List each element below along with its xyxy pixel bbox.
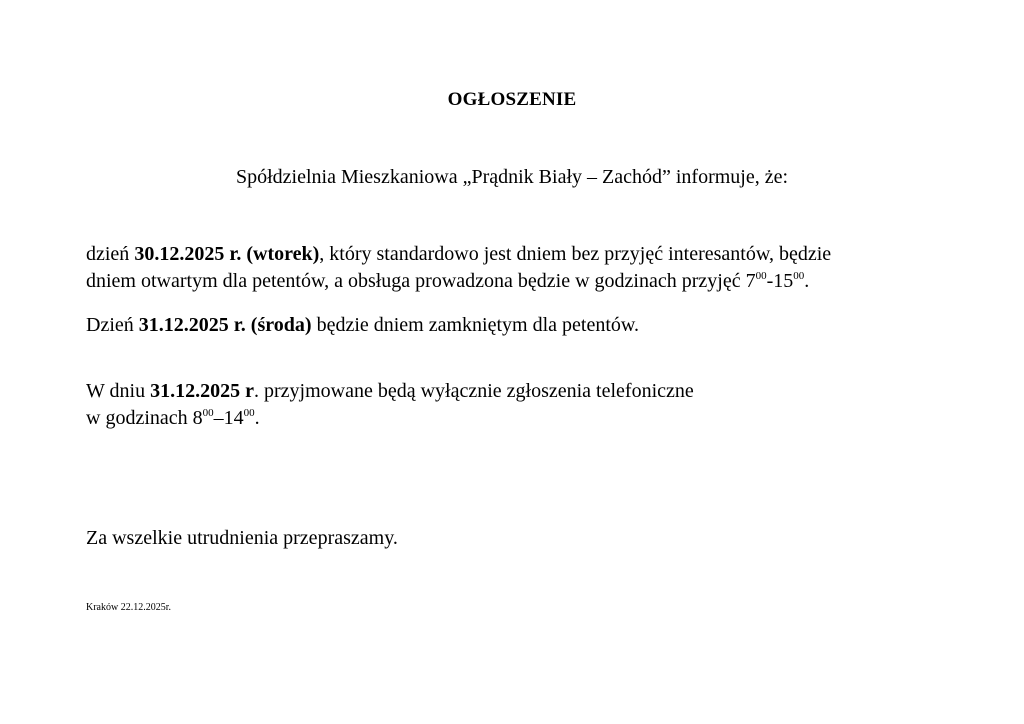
- p3-text-1: W dniu: [86, 380, 151, 402]
- p2-text-1: Dzień: [86, 314, 139, 336]
- announcement-title: OGŁOSZENIE: [447, 89, 577, 110]
- intro-line: Spółdzielnia Mieszkaniowa „Prądnik Biały – Zachód” informuje, że:: [235, 166, 789, 188]
- p1-text-2: , który standardowo jest dniem bez przyjęć interesantów, będzie: [319, 243, 832, 265]
- p3-sup-1: 00: [202, 407, 214, 419]
- p3-sup-2: 00: [243, 407, 255, 419]
- p1-text-3: dniem otwartym dla petentów, a obsługa prowadzona będzie w godzinach przyjęć 7: [86, 270, 756, 292]
- p3-text-2: . przyjmowane będą wyłącznie zgłoszenia telefoniczne: [253, 380, 694, 402]
- closing-apology: Za wszelkie utrudnienia przepraszamy.: [86, 527, 398, 549]
- p1-text-5: .: [804, 270, 810, 292]
- p3-text-3: w godzinach 8: [86, 407, 203, 429]
- p3-text-5: .: [254, 407, 260, 429]
- p1-text-1: dzień: [86, 243, 135, 265]
- p2-text-2: będzie dniem zamkniętym dla petentów.: [311, 314, 640, 336]
- p1-sup-2: 00: [793, 270, 805, 282]
- paragraph-closed-day: [86, 312, 946, 339]
- p1-text-4: -15: [766, 270, 794, 292]
- paragraph-open-day: [86, 241, 946, 295]
- p3-date-bold: 31.12.2025 r: [150, 380, 254, 402]
- p1-date-bold: 30.12.2025 r. (wtorek): [134, 243, 320, 265]
- place-date-footer: Kraków 22.12.2025r.: [86, 602, 171, 613]
- p2-date-bold: 31.12.2025 r. (środa): [138, 314, 312, 336]
- paragraph-phone-hours: [86, 378, 946, 432]
- p3-text-4: –14: [213, 407, 244, 429]
- p1-sup-1: 00: [755, 270, 767, 282]
